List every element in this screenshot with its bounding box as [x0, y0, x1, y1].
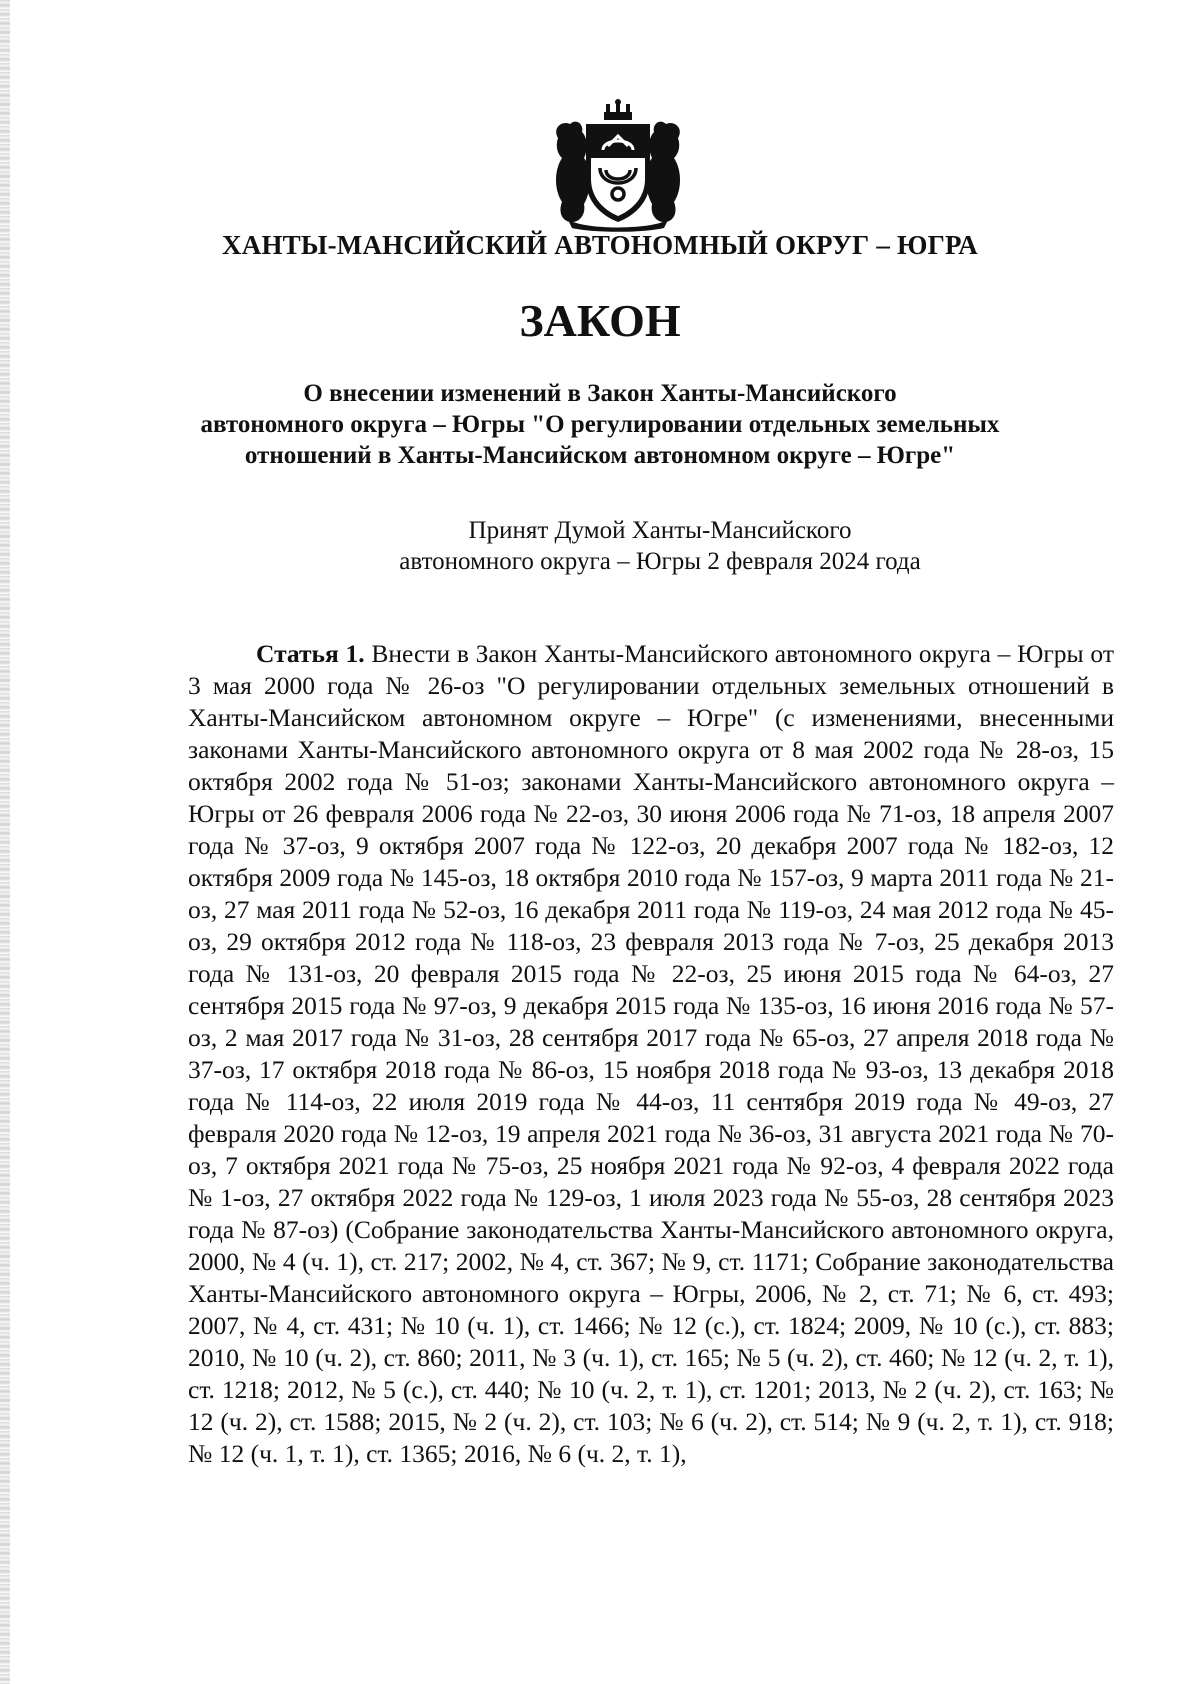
adoption-line: Принят Думой Ханты-Мансийского	[468, 517, 852, 544]
adoption-note	[300, 515, 1020, 577]
law-subject-line: автономного округа – Югры "О регулировании отдельных земельных	[200, 411, 1000, 438]
article-1-paragraph	[188, 638, 1114, 1470]
document-type-heading: ЗАКОН	[519, 295, 681, 346]
adoption-line: автономного округа – Югры 2 февраля 2024 года	[399, 548, 921, 575]
article-1-text: Внести в Закон Ханты-Мансийского автономного округа – Югры от 3 мая 2000 года № 26-оз "О регулировании отдельных земельных отношений в Ханты-Мансийском автономном округе – Югре" (с изменениями, внесенными законами Ханты-Мансийского автономного округа от 8 мая 2002 года № 28-оз, 15 октября 2002 года № 51-оз; законами Ханты-Мансийского автономного округа – Югры от 26 февраля 2006 года № 22-оз, 30 июня 2006 года № 71-оз, 18 апреля 2007 года № 37-оз, 9 октября 2007 года № 122-оз, 20 декабря 2007 года № 182-оз, 12 октября 2009 года № 145-оз, 18 октября 2010 года № 157-оз, 9 марта 2011 года № 21-оз, 27 мая 2011 года № 52-оз, 16 декабря 2011 года № 119-оз, 24 мая 2012 года № 45-оз, 29 октября 2012 года № 118-оз, 23 февраля 2013 года № 7-оз, 25 декабря 2013 года № 131-оз, 20 февраля 2015 года № 22-оз, 25 июня 2015 года № 64-оз, 27 сентября 2015 года № 97-оз, 9 декабря 2015 года № 135-оз, 16 июня 2016 года № 57-оз, 2 мая 2017 года № 31-оз, 28 сентября 2017 года № 65-оз, 27 апреля 2018 года № 37-оз, 17 октября 2018 года № 86-оз, 15 ноября 2018 года № 93-оз, 13 декабря 2018 года № 114-оз, 22 июля 2019 года № 44-оз, 11 сентября 2019 года № 49-оз, 27 февраля 2020 года № 12-оз, 19 апреля 2021 года № 36-оз, 31 августа 2021 года № 70-оз, 7 октября 2021 года № 75-оз, 25 ноября 2021 года № 92-оз, 4 февраля 2022 года № 1-оз, 27 октября 2022 года № 129-оз, 1 июля 2023 года № 55-оз, 28 сентября 2023 года № 87-оз) (Собрание законодательства Ханты-Мансийского автономного округа, 2000, № 4 (ч. 1), ст. 217; 2002, № 4, ст. 367; № 9, ст. 1171; Собрание законодательства Ханты-Мансийского автономного округа – Югры, 2006, № 2, ст. 71; № 6, ст. 493; 2007, № 4, ст. 431; № 10 (ч. 1), ст. 1466; № 12 (с.), ст. 1824; 2009, № 10 (с.), ст. 883; 2010, № 10 (ч. 2), ст. 860; 2011, № 3 (ч. 1), ст. 165; № 5 (ч. 2), ст. 460; № 12 (ч. 2, т. 1), ст. 1218; 2012, № 5 (с.), ст. 440; № 10 (ч. 2, т. 1), ст. 1201; 2013, № 2 (ч. 2), ст. 163; № 12 (ч. 2), ст. 1588; 2015, № 2 (ч. 2), ст. 103; № 6 (ч. 2), ст. 514; № 9 (ч. 2, т. 1), ст. 918; № 12 (ч. 1, т. 1), ст. 1365; 2016, № 6 (ч. 2, т. 1),	[188, 639, 1114, 1468]
region-title: ХАНТЫ-МАНСИЙСКИЙ АВТОНОМНЫЙ ОКРУГ – ЮГРА	[222, 230, 978, 260]
law-subject-line: отношений в Ханты-Мансийском автономном округе – Югре"	[244, 442, 956, 469]
coat-of-arms-icon	[548, 98, 688, 233]
law-subject-line: О внесении изменений в Закон Ханты-Мансийского	[303, 380, 897, 407]
article-1-label: Статья 1.	[256, 639, 365, 668]
law-subject-title	[180, 378, 1020, 471]
